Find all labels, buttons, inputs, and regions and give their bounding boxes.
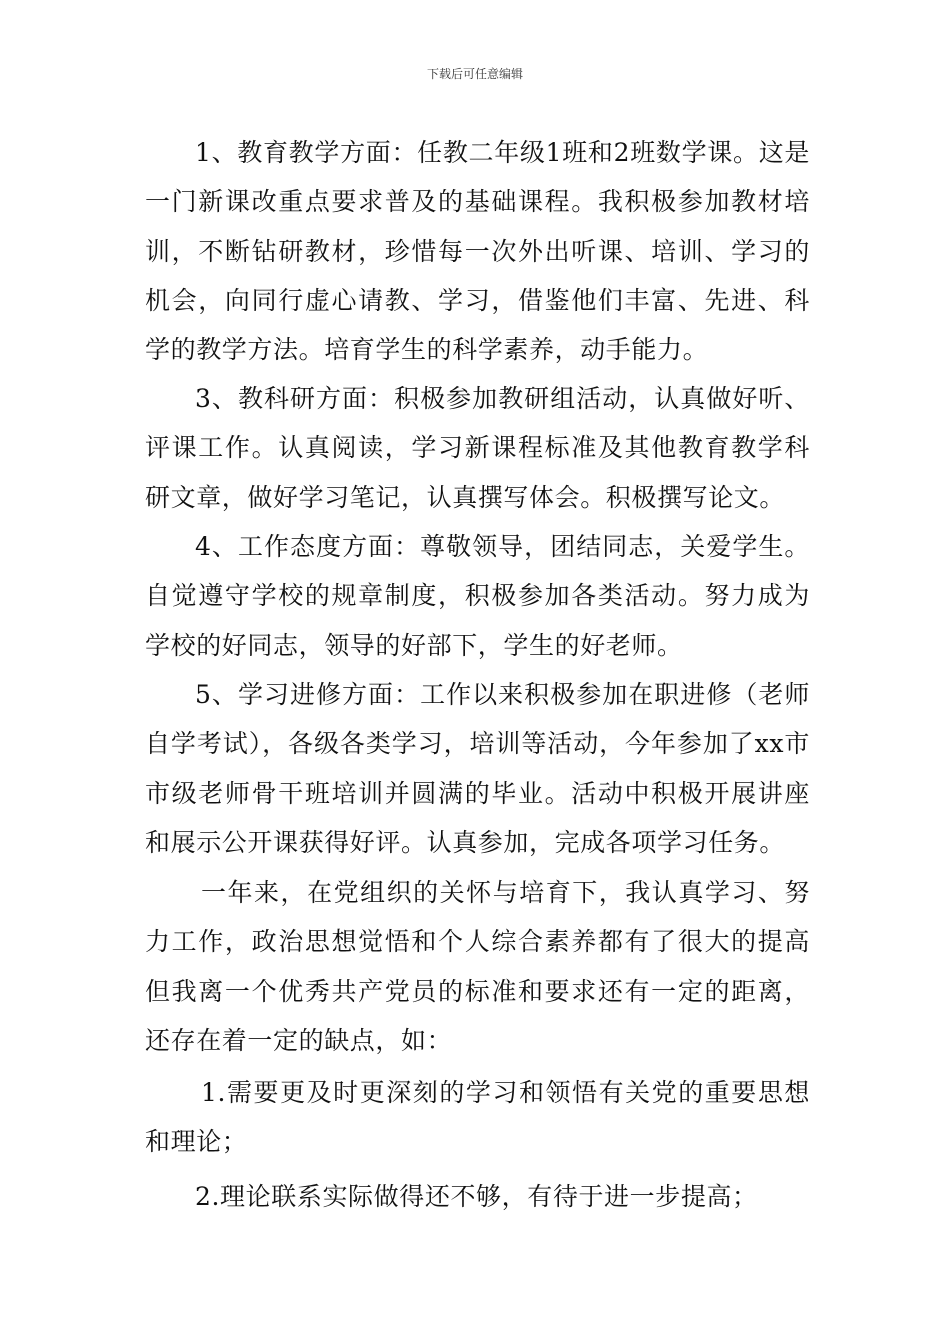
paragraph-summary: 一年来，在党组织的关怀与培育下，我认真学习、努力工作，政治思想觉悟和个人综合素养都有了很大的提高但我离一个优秀共产党员的标准和要求还有一定的距离，还存在着一定的缺点，如：	[145, 878, 810, 1055]
paragraph-study: 5、学习进修方面：工作以来积极参加在职进修（老师自学考试），各级各类学习，培训等活动，今年参加了xx市市级老师骨干班培训并圆满的毕业。活动中积极开展讲座和展示公开课获得好评。认真参加，完成各项学习任务。	[145, 680, 810, 857]
paragraph-shortcoming-2: 2.理论联系实际做得还不够，有待于进一步提高；	[195, 1182, 758, 1211]
page-header: 下载后可任意编辑	[426, 67, 523, 81]
paragraph-shortcoming-1: 1.需要更及时更深刻的学习和领悟有关党的重要思想和理论；	[145, 1078, 810, 1157]
paragraph-attitude: 4、工作态度方面：尊敬领导，团结同志，关爱学生。自觉遵守学校的规章制度，积极参加各类活动。努力成为学校的好同志，领导的好部下，学生的好老师。	[145, 532, 810, 660]
paragraph-teaching: 1、教育教学方面：任教二年级1班和2班数学课。这是一门新课改重点要求普及的基础课程。我积极参加教材培训，不断钻研教材，珍惜每一次外出听课、培训、学习的机会，向同行虚心请教、学习，借鉴他们丰富、先进、科学的教学方法。培育学生的科学素养，动手能力。	[145, 138, 810, 365]
paragraph-research: 3、教科研方面：积极参加教研组活动，认真做好听、评课工作。认真阅读，学习新课程标准及其他教育教学科研文章，做好学习笔记，认真撰写体会。积极撰写论文。	[145, 384, 810, 512]
